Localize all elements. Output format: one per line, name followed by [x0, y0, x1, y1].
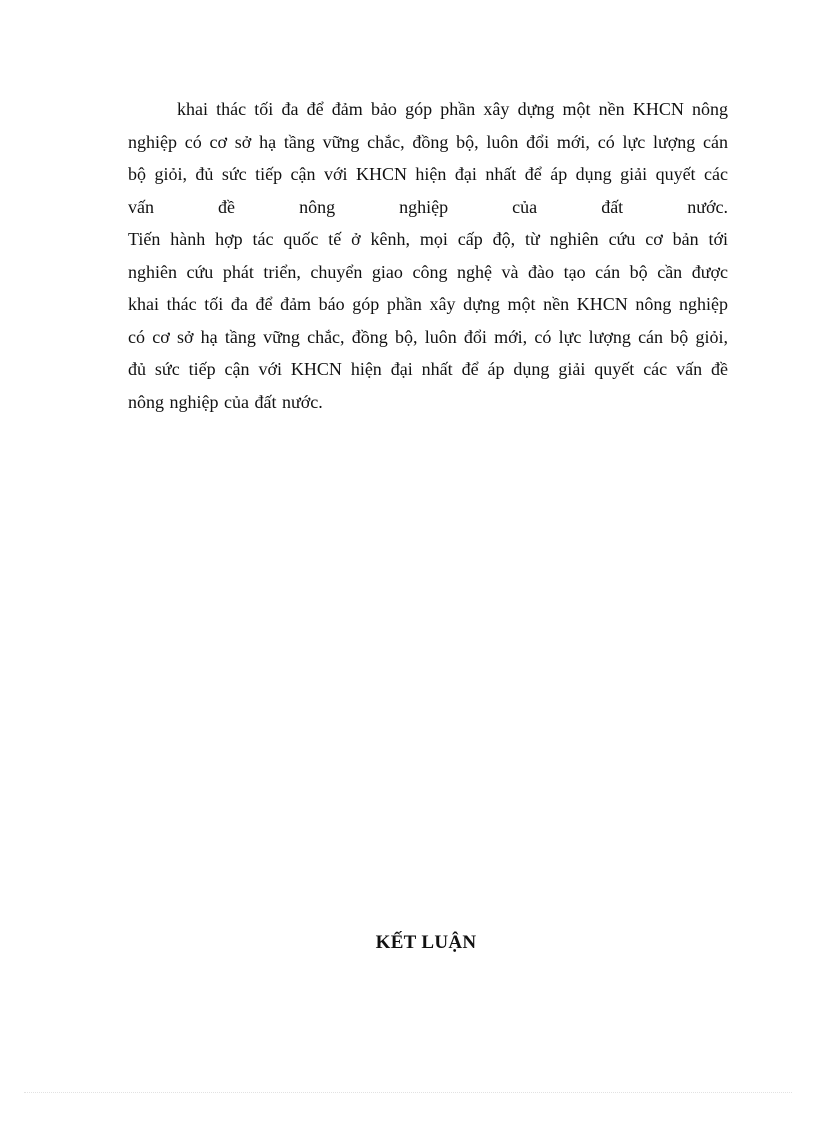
- paragraph-2-line: nghiên cứu phát triển, chuyển giao công nghệ và đào tạo cán bộ cần được: [128, 261, 728, 282]
- paragraph-2-line: khai thác tối đa để đảm báo góp phần xây dựng một nền KHCN nông nghiệp: [128, 294, 728, 314]
- paragraph-1-line: khai thác tối đa để đảm bảo góp phần xây dựng một nền KHCN nông: [177, 99, 728, 119]
- footer-divider: [24, 1092, 792, 1093]
- section-heading: KẾT LUẬN: [375, 932, 477, 953]
- paragraph-2-line: nông nghiệp của đất nước.: [128, 391, 323, 412]
- paragraph-1-line: bộ giỏi, đủ sức tiếp cận với KHCN hiện đại nhất để áp dụng giải quyết các: [128, 164, 728, 184]
- paragraph-2-line: Tiến hành hợp tác quốc tế ở kênh, mọi cấp độ, từ nghiên cứu cơ bản tới: [128, 229, 728, 249]
- body-text: [128, 93, 728, 418]
- paragraph-1-line: vấn đề nông nghiệp của đất nước.: [128, 196, 728, 217]
- paragraph-2-line: có cơ sở hạ tầng vững chắc, đồng bộ, luôn đổi mới, có lực lượng cán bộ giỏi,: [128, 326, 728, 347]
- paragraph-1-line: nghiệp có cơ sở hạ tầng vững chắc, đồng bộ, luôn đổi mới, có lực lượng cán: [128, 131, 728, 152]
- paragraph-2-line: đủ sức tiếp cận với KHCN hiện đại nhất để áp dụng giải quyết các vấn đề: [128, 359, 728, 379]
